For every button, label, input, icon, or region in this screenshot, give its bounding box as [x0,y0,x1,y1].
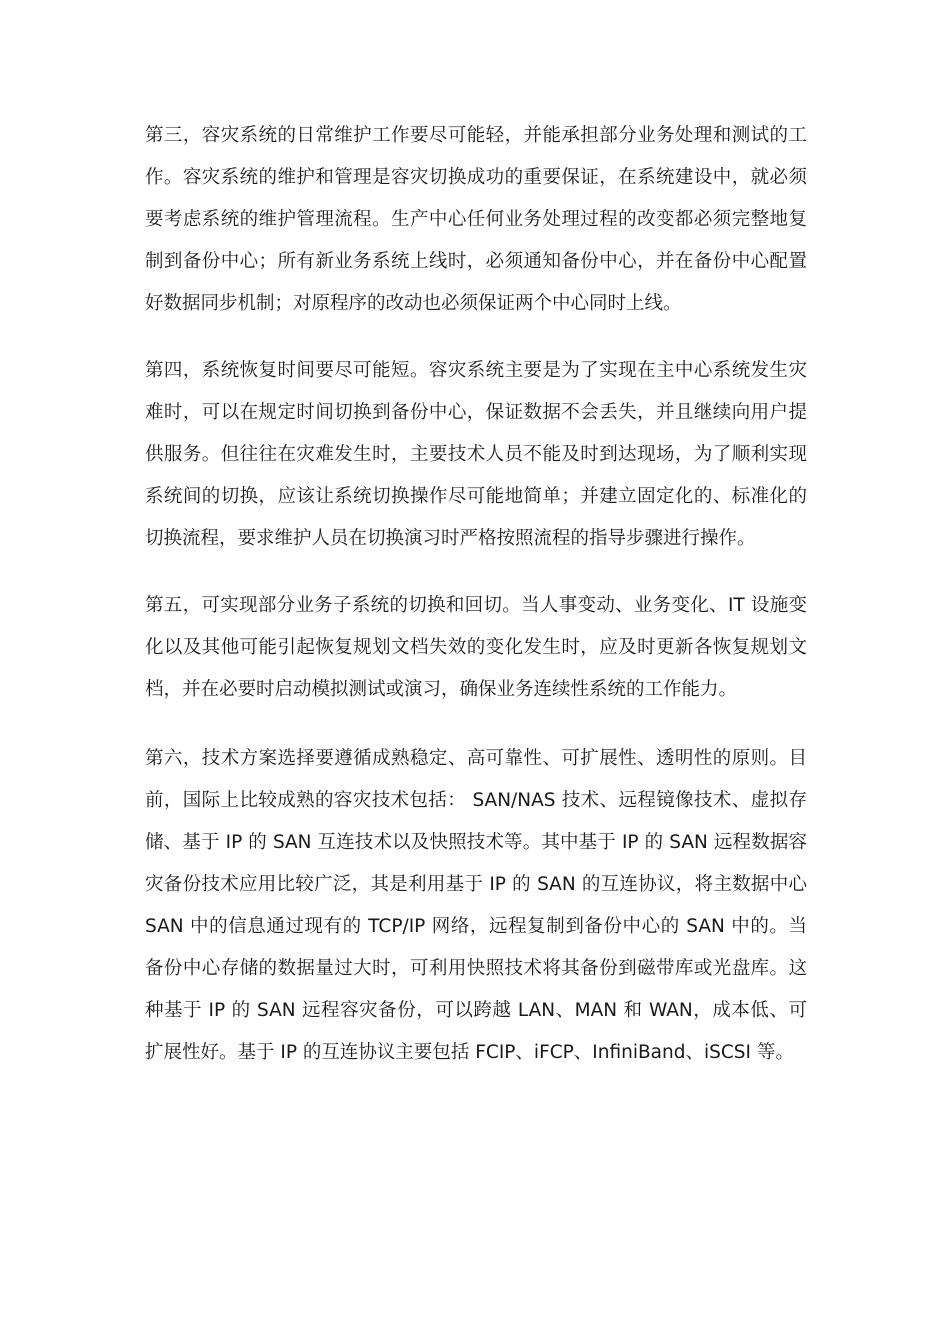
paragraph-third-principle: 第三，容灾系统的日常维护工作要尽可能轻，并能承担部分业务处理和测试的工作。容灾系统的维护和管理是容灾切换成功的重要保证，在系统建设中，就必须要考虑系统的维护管理流程。生产中心任何业务处理过程的改变都必须完整地复制到备份中心；所有新业务系统上线时，必须通知备份中心，并在备份中心配置好数据同步机制；对原程序的改动也必须保证两个中心同时上线。 [145,125,807,314]
paragraph-fourth-principle: 第四，系统恢复时间要尽可能短。容灾系统主要是为了实现在主中心系统发生灾难时，可以在规定时间切换到备份中心，保证数据不会丢失，并且继续向用户提供服务。但往往在灾难发生时，主要技术人员不能及时到达现场，为了顺利实现系统间的切换，应该让系统切换操作尽可能地简单；并建立固定化的、标准化的切换流程，要求维护人员在切换演习时严格按照流程的指导步骤进行操作。 [145,360,807,549]
paragraph-fifth-principle: 第五，可实现部分业务子系统的切换和回切。当人事变动、业务变化、IT 设施变化以及其他可能引起恢复规划文档失效的变化发生时，应及时更新各恢复规划文档，并在必要时启动模拟测试或演习，确保业务连续性系统的工作能力。 [145,595,807,700]
paragraph-sixth-principle: 第六，技术方案选择要遵循成熟稳定、高可靠性、可扩展性、透明性的原则。目前，国际上比较成熟的容灾技术包括： SAN/NAS 技术、远程镜像技术、虚拟存储、基于 IP 的 SAN 互连技术以及快照技术等。其中基于 IP 的 SAN 远程数据容灾备份技术应用比较广泛，其是利用基于 IP 的 SAN 的互连协议，将主数据中心 SAN 中的信息通过现有的 TCP/IP 网络，远程复制到备份中心的 SAN 中的。当备份中心存储的数据量过大时，可利用快照技术将其备份到磁带库或光盘库。这种基于 IP 的 SAN 远程容灾备份，可以跨越 LAN、MAN 和 WAN，成本低、可扩展性好。基于 IP 的互连协议主要包括 FCIP、iFCP、InfiniBand、iSCSI 等。 [145,748,807,1063]
document-body [145,115,807,1100]
